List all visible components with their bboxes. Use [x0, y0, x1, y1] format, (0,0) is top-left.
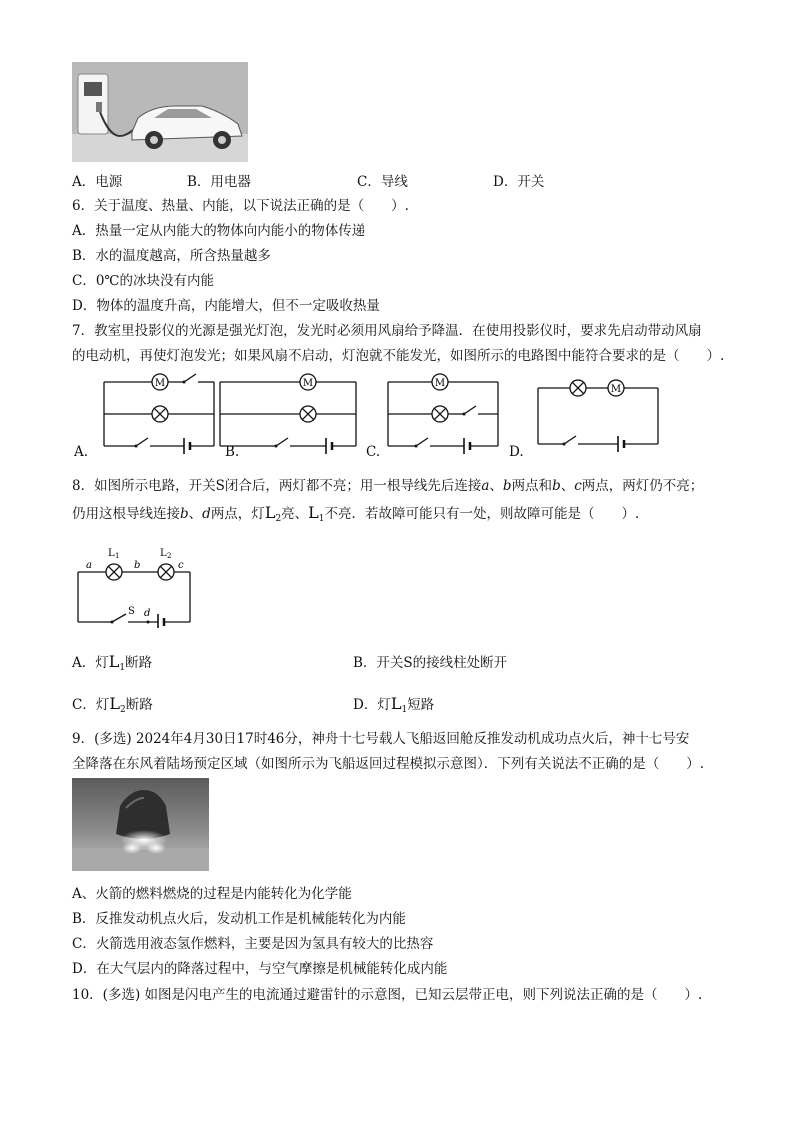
q5-option-b: B．用电器	[187, 174, 251, 190]
fig-l2-sub: 2	[167, 552, 172, 560]
q8-option-a: A．灯$L_1$断路	[72, 652, 153, 673]
motor-label: M	[154, 378, 166, 389]
q10-stem: 10．(多选) 如图是闪电产生的电流通过避雷针的示意图，已知云层带正电，则下列说法正确的是（ ）.	[72, 987, 703, 1003]
q7-stem-line1: 7．教室里投影仪的光源是强光灯泡，发光时必须用风扇给予降温．在使用投影仪时，要求先启动带动风扇	[72, 323, 702, 339]
q6-option-b: B．水的温度越高，所含热量越多	[72, 248, 271, 264]
q7-label-b: B.	[225, 444, 240, 460]
q9-option-c: C．火箭选用液态氢作燃料，主要是因为氢具有较大的比热容	[72, 936, 434, 952]
fig-l2: L	[160, 548, 167, 559]
q8-option-b: B．开关S的接线柱处断开	[353, 655, 508, 671]
q5-option-d: D．开关	[493, 174, 545, 190]
fig-a: a	[86, 560, 92, 571]
q9-option-a: A、火箭的燃料燃烧的过程是内能转化为化学能	[72, 886, 352, 902]
q7-label-c: C.	[366, 444, 381, 460]
motor-label: M	[610, 384, 622, 395]
fig-b: b	[134, 560, 141, 571]
q6-option-a: A．热量一定从内能大的物体向内能小的物体传递	[72, 223, 366, 239]
q8-stem-line1: 8．如图所示电路，开关S闭合后，两灯都不亮；用一根导线先后连接a、b两点和b、c两点，两灯仍不亮；	[72, 478, 704, 494]
q7-circuit-a	[100, 372, 218, 456]
q8-stem-line2: 仍用这根导线连接b、d两点，灯$L_2$亮、$L_1$不亮．若故障可能只有一处，则故障可能是（ ）.	[72, 503, 640, 524]
fig-l1: L	[108, 548, 115, 559]
q6-option-d: D．物体的温度升高，内能增大，但不一定吸收热量	[72, 298, 380, 314]
q6-stem: 6．关于温度、热量、内能，以下说法正确的是（ ）.	[72, 198, 409, 214]
q6-option-c: C．0℃的冰块没有内能	[72, 273, 215, 289]
motor-label: M	[302, 378, 314, 389]
q7-stem-line2: 的电动机，再使灯泡发光；如果风扇不启动，灯泡就不能发光，如图所示的电路图中能符合要求的是（ ）.	[72, 348, 725, 364]
q5-option-a: A．电源	[72, 174, 123, 190]
q7-label-a: A.	[74, 444, 89, 460]
q7-circuit-d	[534, 374, 664, 454]
q8-option-c: C．灯$L_2$断路	[72, 694, 153, 715]
q9-option-d: D．在大气层内的降落过程中，与空气摩擦是机械能转化成内能	[72, 961, 448, 977]
fig-s: S	[128, 606, 135, 617]
ev-charging-image	[72, 62, 248, 162]
q7-label-d: D.	[509, 444, 524, 460]
q8-circuit-diagram	[74, 544, 198, 628]
fig-d: d	[144, 608, 151, 619]
q9-option-b: B．反推发动机点火后，发动机工作是机械能转化为内能	[72, 911, 406, 927]
fig-c: c	[178, 560, 184, 571]
q9-stem-line1: 9．(多选) 2024年4月30日17时46分，神舟十七号载人飞船返回舱反推发动机成功点火后，神十七号安	[72, 731, 690, 747]
return-capsule-image	[72, 778, 209, 871]
q5-option-c: C．导线	[357, 174, 408, 190]
q8-option-d: D．灯$L_1$短路	[353, 694, 435, 715]
q9-stem-line2: 全降落在东风着陆场预定区域（如图所示为飞船返回过程模拟示意图）．下列有关说法不正确的是（ ）.	[72, 756, 705, 772]
fig-l1-sub: 1	[115, 552, 120, 560]
motor-label: M	[434, 378, 446, 389]
q7-circuit-c	[384, 372, 502, 456]
